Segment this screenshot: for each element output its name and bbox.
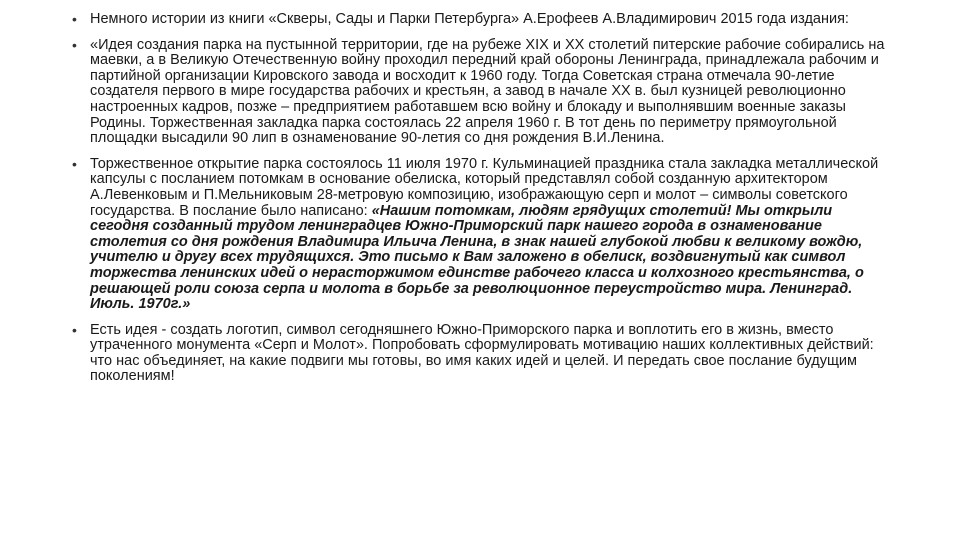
bullet-park-history bbox=[72, 38, 892, 147]
slide-content bbox=[72, 12, 892, 512]
bullet-logo-idea bbox=[72, 323, 892, 385]
bullet-marker: • bbox=[72, 11, 77, 27]
bullet-marker: • bbox=[72, 321, 77, 338]
bullet-text: «Идея создания парка на пустынной территории, где на рубеже XIX и XX столетий питерские рабочие собирались на маевки, а в Великую Отечественную войну проходил передний край обороны Ленинграда, принадлежала рабочим и партийной организации Кировского завода и восходит к 1960 году. Тогда Советская страна отмечала 90-летие создателя первого в мире государства рабочих и крестьян, а завод в начале ХХ в. был кузницей революционно настроенных кадров, позже – предприятием работавшем всю войну и блокаду и выполнявшим военные заказы Родины. Торжественная закладка парка состоялась 22 апреля 1960 г. В тот день по периметру прямоугольной площадки высадили 90 лип в ознаменование 90-летия со дня рождения В.И.Ленина. bbox=[90, 36, 885, 147]
capsule-message-quote: «Нашим потомкам, людям грядущих столетий! Мы открыли сегодня созданный трудом ленинградцев Южно-Приморский парк нашего города в ознаменование столетия со дня рождения Владимира Ильича Ленина, в знак нашей глубокой любви к великому вождю, учителю и другу всех трудящихся. Это письмо к Вам заложено в обелиск, воздвигнутый как символ торжества ленинских идей о нерасторжимом единстве рабочего класса и колхозного крестьянства, о решающей роли союза серпа и молота в борьбе за революционное переустройство мира. Ленинград. Июль. 1970г.» bbox=[90, 202, 864, 313]
bullet-book-reference bbox=[72, 12, 892, 28]
bullet-marker: • bbox=[72, 155, 77, 172]
bullet-text: Есть идея - создать логотип, символ сегодняшнего Южно-Приморского парка и воплотить его в жизнь, вместо утраченного монумента «Серп и Молот». Попробовать сформулировать мотивацию наших коллективных действий: что нас объединяет, на какие подвиги мы готовы, во имя каких идей и целей. И передать свое послание будущим поколениям! bbox=[90, 321, 874, 385]
bullet-text: Немного истории из книги «Скверы, Сады и Парки Петербурга» А.Ерофеев А.Владимирович 2015 года издания: bbox=[90, 11, 849, 27]
bullet-marker: • bbox=[72, 36, 77, 53]
bullet-text: Торжественное открытие парка состоялось 11 июля 1970 г. Кульминацией праздника стала закладка металлической капсулы с посланием потомкам в основание обелиска, который представлял собой созданную архитектором А.Левенковым и П.Мельниковым 28-метровую композицию, изображающую серп и молот – символы советского государства. В послание было написано: bbox=[90, 155, 879, 219]
bullet-list bbox=[72, 12, 892, 385]
bullet-park-opening bbox=[72, 157, 892, 313]
